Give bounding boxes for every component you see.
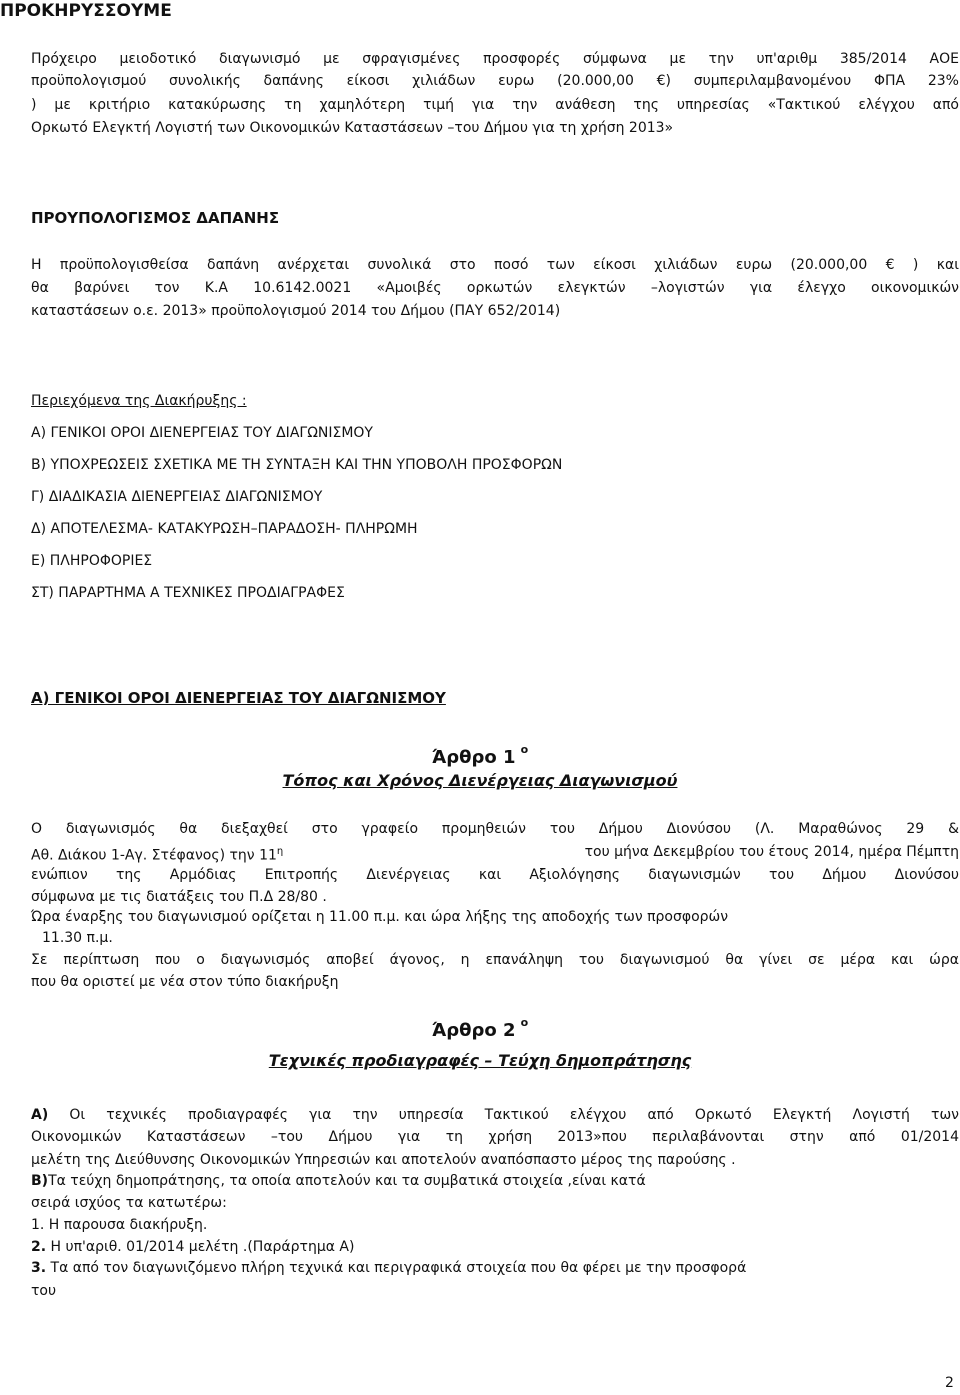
article2-label: Άρθρο 2 [431, 1020, 516, 1041]
article2-b-line-2: σειρά ισχύος τα κατωτέρω: [31, 1195, 227, 1211]
article1-sup: ο [520, 743, 529, 756]
article1-line-7: Σε περίπτωση που ο διαγωνισμός αποβεί άγονος, η επανάληψη του διαγωνισμού θα γίνει σε μέρα και ώρα [31, 952, 959, 968]
intro-line-4: Ορκωτό Ελεγκτή Λογιστή των Οικονομικών Καταστάσεων –του Δήμου για τη χρήση 2013» [31, 120, 674, 136]
budget-line-2: θα βαρύνει τον Κ.Α 10.6142.0021 «Αμοιβές ορκωτών ελεγκτών –λογιστών για έλεγχο οικονομικών [31, 280, 959, 296]
list-item: 3. Τα από τον διαγωνιζόμενο πλήρη τεχνικά και περιγραφικά στοιχεία που θα φέρει με την προσφορά [31, 1260, 747, 1276]
budget-title: ΠΡΟΥΠΟΛΟΓΙΣΜΟΣ ΔΑΠΑΝΗΣ [31, 209, 280, 227]
contents-title: Περιεχόμενα της Διακήρυξης : [31, 393, 247, 409]
contents-item: Α) ΓΕΝΙΚΟΙ ΟΡΟΙ ΔΙΕΝΕΡΓΕΙΑΣ ΤΟΥ ΔΙΑΓΩΝΙΣΜΟΥ [31, 425, 373, 441]
budget-line-1: Η προϋπολογισθείσα δαπάνη ανέρχεται συνολικά στο ποσό των είκοσι χιλιάδων ευρω (20.000,00 € ) και [31, 257, 959, 273]
article1-subtitle: Τόπος και Χρόνος Διενέργειας Διαγωνισμού [282, 771, 678, 790]
article2-subtitle: Τεχνικές προδιαγραφές – Τεύχη δημοπράτησης [268, 1051, 692, 1070]
contents-item: ΣΤ) ΠΑΡΑΡΤΗΜΑ Α ΤΕΧΝΙΚΕΣ ΠΡΟΔΙΑΓΡΑΦΕΣ [31, 585, 345, 601]
article1-label: Άρθρο 1 [431, 747, 516, 768]
article1-line-6: 11.30 π.μ. [42, 930, 113, 946]
article1-line-5: Ώρα έναρξης του διαγωνισμού ορίζεται η 11.00 π.μ. και ώρα λήξης της αποδοχής των προσφορών [31, 909, 729, 925]
budget-line-3: καταστάσεων ο.ε. 2013» προϋπολογισμού 2014 του Δήμου (ΠΑΥ 652/2014) [31, 303, 561, 319]
page-number: 2 [945, 1375, 954, 1391]
list-item: 1. Η παρουσα διακήρυξη. [31, 1217, 208, 1233]
article1-line-4: σύμφωνα με τις διατάξεις του Π.Δ 28/80 . [31, 889, 327, 905]
article2-a-line-3: μελέτη της Διεύθυνσης Οικονομικών Υπηρεσιών και αποτελούν αναπόσπαστο μέρος της παρούσης . [31, 1152, 736, 1168]
heading-proclamation: ΠΡΟΚΗΡΥΣΣΟΥΜΕ [0, 1, 172, 21]
article2-a-line-2: Οικονομικών Καταστάσεων –του Δήμου για τη χρήση 2013»που περιλαβάνονται στην από 01/2014 [31, 1129, 959, 1145]
article1-line-1: Ο διαγωνισμός θα διεξαχθεί στο γραφείο προμηθειών του Δήμου Διονύσου (Λ. Μαραθώνος 29 & [31, 821, 959, 837]
contents-item: Δ) ΑΠΟΤΕΛΕΣΜΑ- ΚΑΤΑΚΥΡΩΣΗ–ΠΑΡΑΔΟΣΗ- ΠΛΗΡΩΜΗ [31, 521, 418, 537]
article2-sup: ο [520, 1016, 529, 1029]
contents-item: Β) ΥΠΟΧΡΕΩΣΕΙΣ ΣΧΕΤΙΚΑ ΜΕ ΤΗ ΣΥΝΤΑΞΗ ΚΑΙ ΤΗΝ ΥΠΟΒΟΛΗ ΠΡΟΣΦΟΡΩΝ [31, 457, 563, 473]
article1-line-8: που θα οριστεί με νέα στον τύπο διακήρυξη [31, 974, 339, 990]
article1-heading [0, 743, 960, 768]
article2-b-line-1: Β)Τα τεύχη δημοπράτησης, τα οποία αποτελούν και τα συμβατικά στοιχεία ,είναι κατά [31, 1173, 646, 1189]
intro-line-2: προϋπολογισμού συνολικής δαπάνης είκοσι χιλιάδων ευρω (20.000,00 €) συμπεριλαμβανομένου ΦΠΑ 23% [31, 73, 959, 89]
contents-item: Γ) ΔΙΑΔΙΚΑΣΙΑ ΔΙΕΝΕΡΓΕΙΑΣ ΔΙΑΓΩΝΙΣΜΟΥ [31, 489, 323, 505]
intro-line-3: ) με κριτήριο κατακύρωσης τη χαμηλότερη τιμή για την ανάθεση της υπηρεσίας «Τακτικού ελέγχου από [31, 97, 959, 113]
article1-line-2: Αθ. Διάκου 1-Αγ. Στέφανος) την $11^\eta$ του μήνα Δεκεμβρίου του έτους 2014, ημέρα Πέμπτη [31, 844, 959, 864]
list-item: 2. Η υπ'αριθ. 01/2014 μελέτη .(Παράρτημα Α) [31, 1239, 355, 1255]
article2-heading [0, 1016, 960, 1041]
intro-line-1: Πρόχειρο μειοδοτικό διαγωνισμό με σφραγισμένες προσφορές σύμφωνα με την υπ'αριθμ 385/2014 ΑΟΕ [31, 51, 959, 67]
article2-a-line-1: Α) Οι τεχνικές προδιαγραφές για την υπηρεσία Τακτικού ελέγχου από Ορκωτό Ελεγκτή Λογιστή των [31, 1107, 959, 1123]
section-a-title: Α) ΓΕΝΙΚΟΙ ΟΡΟΙ ΔΙΕΝΕΡΓΕΙΑΣ ΤΟΥ ΔΙΑΓΩΝΙΣΜΟΥ [31, 689, 446, 707]
article1-line-3: ενώπιον της Αρμόδιας Επιτροπής Διενέργειας και Αξιολόγησης διαγωνισμών του Δήμου Διονύσου [31, 867, 959, 883]
contents-item: Ε) ΠΛΗΡΟΦΟΡΙΕΣ [31, 553, 153, 569]
article2-tail: του [31, 1283, 57, 1299]
